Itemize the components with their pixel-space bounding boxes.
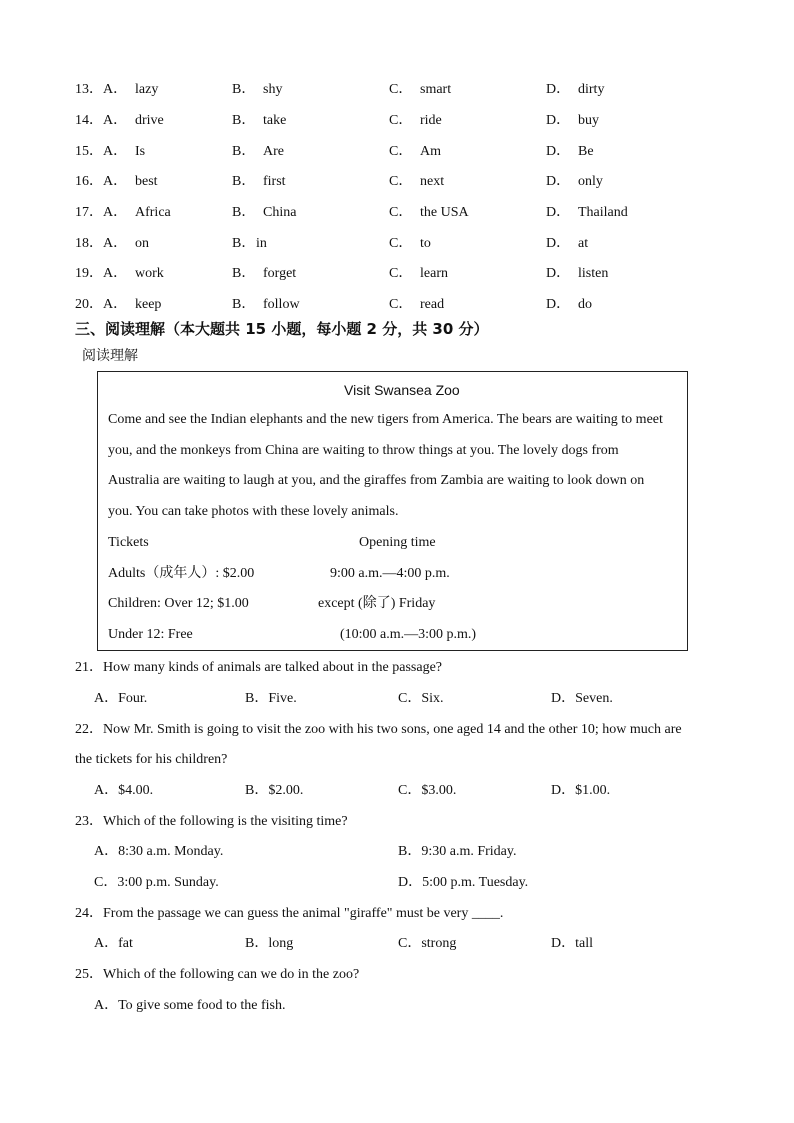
question-number: 14． xyxy=(75,113,103,128)
option-letter: B． xyxy=(232,297,256,312)
option-letter: B． xyxy=(232,144,256,159)
option-letter: D． xyxy=(546,266,571,281)
answer-option[interactable]: A．8:30 a.m. Monday. xyxy=(94,844,224,859)
option-text: take xyxy=(263,113,287,128)
question-stem-continued: the tickets for his children? xyxy=(75,752,228,767)
option-text: do xyxy=(578,297,592,312)
option-letter: A． xyxy=(103,266,128,281)
answer-option[interactable]: D．Seven. xyxy=(551,691,613,706)
children-price: Children: Over 12; $1.00 xyxy=(108,596,249,611)
answer-option[interactable]: B．long xyxy=(245,936,294,951)
option-letter: A． xyxy=(103,174,128,189)
option-text: read xyxy=(420,297,445,312)
option-letter: A． xyxy=(103,236,128,251)
option-letter: A． xyxy=(103,205,128,220)
friday-hours: (10:00 a.m.—3:00 p.m.) xyxy=(340,627,477,642)
option-text: follow xyxy=(263,297,300,312)
answer-option[interactable]: C．3:00 p.m. Sunday. xyxy=(94,875,219,890)
opening-hours: 9:00 a.m.—4:00 p.m. xyxy=(330,566,450,581)
answer-option[interactable]: C．$3.00. xyxy=(398,783,457,798)
question-number: 24． xyxy=(75,906,103,921)
option-letter: B． xyxy=(232,236,256,251)
passage-line: you. You can take photos with these lovely animals. xyxy=(108,504,399,519)
option-text: first xyxy=(263,174,286,189)
option-text: the USA xyxy=(420,205,469,220)
option-letter: D． xyxy=(546,205,571,220)
question-number: 23． xyxy=(75,814,103,829)
option-letter: B． xyxy=(232,266,256,281)
section-subheading: 阅读理解 xyxy=(82,348,138,364)
option-letter: D． xyxy=(546,144,571,159)
option-letter: D． xyxy=(546,174,571,189)
option-text: drive xyxy=(135,113,164,128)
option-letter: D． xyxy=(546,113,571,128)
question-number: 22． xyxy=(75,722,103,737)
answer-option[interactable]: C．Six. xyxy=(398,691,444,706)
option-text: China xyxy=(263,205,297,220)
adult-price: Adults（成年人）: $2.00 xyxy=(108,566,255,581)
option-text: at xyxy=(578,236,589,251)
option-text: Is xyxy=(135,144,146,159)
answer-option[interactable]: B．$2.00. xyxy=(245,783,304,798)
answer-option[interactable]: B．9:30 a.m. Friday. xyxy=(398,844,517,859)
option-text: ride xyxy=(420,113,442,128)
option-letter: C． xyxy=(389,205,413,220)
passage-line: Australia are waiting to laugh at you, and the giraffes from Zambia are waiting to look down on xyxy=(108,473,645,488)
option-text: listen xyxy=(578,266,609,281)
option-text: keep xyxy=(135,297,162,312)
option-text: to xyxy=(420,236,431,251)
option-letter: D． xyxy=(546,82,571,97)
option-text: Be xyxy=(578,144,594,159)
answer-option[interactable]: A．fat xyxy=(94,936,133,951)
under-12-price: Under 12: Free xyxy=(108,627,193,642)
question-stem: How many kinds of animals are talked about in the passage? xyxy=(103,660,443,675)
option-letter: C． xyxy=(389,113,413,128)
option-text: lazy xyxy=(135,82,159,97)
option-letter: A． xyxy=(103,113,128,128)
question-stem: Which of the following can we do in the zoo? xyxy=(103,967,360,982)
option-letter: B． xyxy=(232,82,256,97)
option-text: only xyxy=(578,174,603,189)
question-number: 16． xyxy=(75,174,103,189)
option-letter: A． xyxy=(103,82,128,97)
option-letter: C． xyxy=(389,82,413,97)
option-letter: B． xyxy=(232,205,256,220)
option-text: best xyxy=(135,174,158,189)
option-letter: B． xyxy=(232,174,256,189)
question-number: 17． xyxy=(75,205,103,220)
passage-title: Visit Swansea Zoo xyxy=(344,382,460,398)
option-letter: C． xyxy=(389,297,413,312)
option-letter: C． xyxy=(389,174,413,189)
answer-option[interactable]: D．$1.00. xyxy=(551,783,611,798)
option-text: work xyxy=(135,266,164,281)
option-letter: C． xyxy=(389,266,413,281)
question-number: 13． xyxy=(75,82,103,97)
tickets-label: Tickets xyxy=(108,535,149,550)
answer-option[interactable]: A．$4.00. xyxy=(94,783,154,798)
option-text: shy xyxy=(263,82,283,97)
passage-line: you, and the monkeys from China are waiting to throw things at you. The lovely dogs from xyxy=(108,443,619,458)
option-text: Are xyxy=(263,144,284,159)
option-letter: B． xyxy=(232,113,256,128)
question-number: 18． xyxy=(75,236,103,251)
option-letter: C． xyxy=(389,236,413,251)
question-number: 21． xyxy=(75,660,103,675)
option-text: smart xyxy=(420,82,452,97)
option-letter: D． xyxy=(546,297,571,312)
question-number: 25． xyxy=(75,967,103,982)
question-stem: Now Mr. Smith is going to visit the zoo with his two sons, one aged 14 and the other 10; how much are xyxy=(103,722,682,737)
answer-option[interactable]: A．Four. xyxy=(94,691,148,706)
option-letter: D． xyxy=(546,236,571,251)
answer-option[interactable]: D．5:00 p.m. Tuesday. xyxy=(398,875,529,890)
question-number: 19． xyxy=(75,266,103,281)
answer-option[interactable]: C．strong xyxy=(398,936,457,951)
question-number: 20． xyxy=(75,297,103,312)
question-number: 15． xyxy=(75,144,103,159)
option-letter: C． xyxy=(389,144,413,159)
question-stem: Which of the following is the visiting time? xyxy=(103,814,348,829)
option-text: Africa xyxy=(135,205,171,220)
question-stem: From the passage we can guess the animal "giraffe" must be very ____. xyxy=(103,906,504,921)
answer-option[interactable]: D．tall xyxy=(551,936,593,951)
passage-line: Come and see the Indian elephants and the new tigers from America. The bears are waiting to meet xyxy=(108,412,663,427)
option-letter: A． xyxy=(103,297,128,312)
option-text: next xyxy=(420,174,445,189)
opening-time-label: Opening time xyxy=(359,535,436,550)
option-letter: A． xyxy=(103,144,128,159)
option-text: Thailand xyxy=(578,205,628,220)
answer-option[interactable]: B．Five. xyxy=(245,691,297,706)
option-text: dirty xyxy=(578,82,605,97)
option-text: learn xyxy=(420,266,448,281)
option-text: in xyxy=(256,236,267,251)
option-text: Am xyxy=(420,144,441,159)
except-day: except (除了) Friday xyxy=(318,596,436,611)
option-text: forget xyxy=(263,266,297,281)
section-heading: 三、阅读理解（本大题共 15 小题，每小题 2 分，共 30 分） xyxy=(75,320,489,338)
answer-option[interactable]: A．To give some food to the fish. xyxy=(94,998,286,1013)
option-text: on xyxy=(135,236,149,251)
option-text: buy xyxy=(578,113,599,128)
